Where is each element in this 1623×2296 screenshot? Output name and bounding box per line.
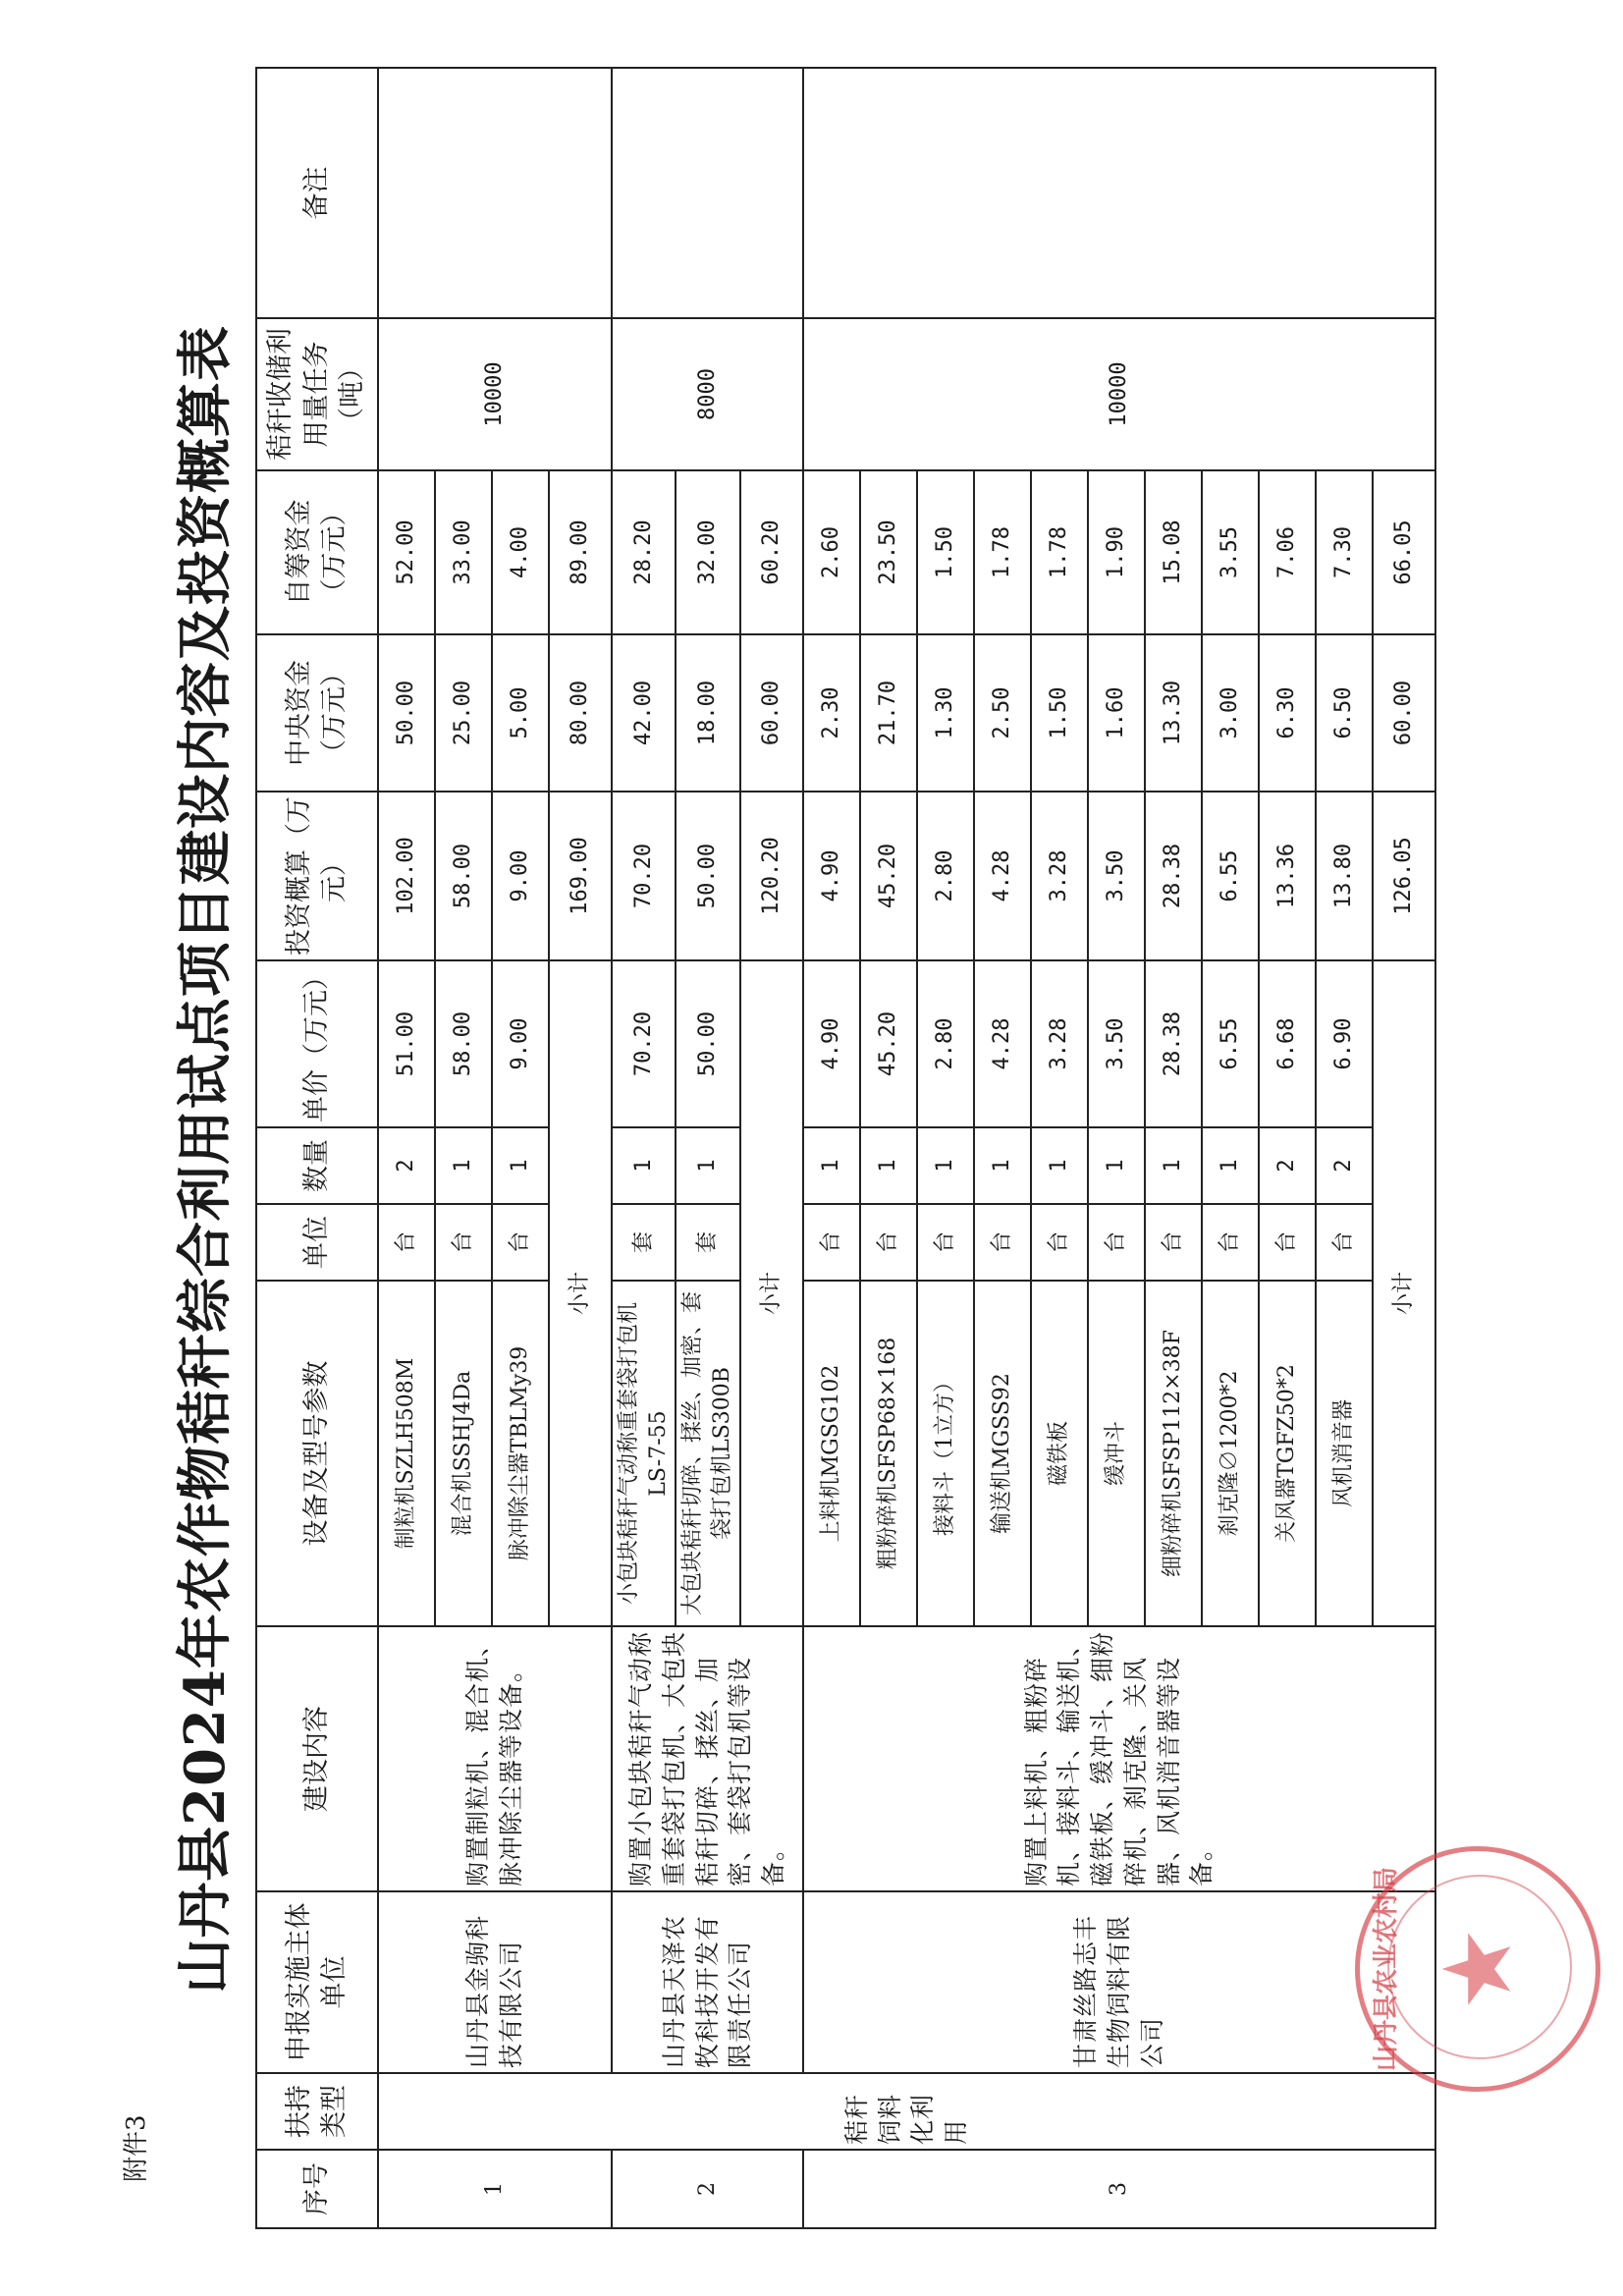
subtotal-label: 小计 xyxy=(1373,960,1435,1626)
cell-price: 6.68 xyxy=(1259,960,1316,1127)
cell-self: 15.08 xyxy=(1145,470,1202,634)
header-task: 秸秆收储利用量任务（吨） xyxy=(256,318,378,470)
cell-price: 2.80 xyxy=(917,960,974,1127)
cell-content: 购置上料机、粗粉碎机、接料斗、输送机、磁铁板、缓冲斗、细粉碎机、刹克隆、关风器、风机消音器等设备。 xyxy=(803,1626,1435,1891)
cell-self: 32.00 xyxy=(676,470,739,634)
cell-price: 4.28 xyxy=(974,960,1031,1127)
cell-self: 2.60 xyxy=(803,470,860,634)
cell-equipment: 缓冲斗 xyxy=(1088,1281,1145,1626)
cell-content: 购置制粒机、混合机、脉冲除尘器等设备。 xyxy=(378,1626,612,1891)
cell-qty: 1 xyxy=(1202,1127,1259,1204)
cell-self: 1.78 xyxy=(1031,470,1088,634)
cell-budget: 70.20 xyxy=(612,792,676,960)
cell-central: 18.00 xyxy=(676,634,739,792)
cell-content: 购置小包块秸秆气动称重套袋打包机、大包块秸秆切碎、揉丝、加密、套袋打包机等设备。 xyxy=(612,1626,803,1891)
cell-unit: 套 xyxy=(676,1204,739,1281)
cell-central: 21.70 xyxy=(860,634,917,792)
cell-central: 3.00 xyxy=(1202,634,1259,792)
cell-unit: 台 xyxy=(974,1204,1031,1281)
cell-unit: 台 xyxy=(435,1204,492,1281)
cell-unit: 台 xyxy=(1145,1204,1202,1281)
investment-table xyxy=(255,67,1436,2229)
cell-qty: 2 xyxy=(1316,1127,1373,1204)
header-unit-name: 申报实施主体单位 xyxy=(256,1891,378,2073)
header-seq: 序号 xyxy=(256,2150,378,2228)
cell-unit: 台 xyxy=(803,1204,860,1281)
header-row xyxy=(256,68,378,2228)
cell-unit: 台 xyxy=(378,1204,435,1281)
cell-seq: 2 xyxy=(612,2150,803,2228)
cell-price: 3.28 xyxy=(1031,960,1088,1127)
header-price: 单价（万元） xyxy=(256,960,378,1127)
cell-equipment: 脉冲除尘器TBLMy39 xyxy=(492,1281,549,1626)
cell-price: 9.00 xyxy=(492,960,549,1127)
cell-qty: 2 xyxy=(1259,1127,1316,1204)
cell-price: 3.50 xyxy=(1088,960,1145,1127)
cell-support-type: 秸秆饲料化利用 xyxy=(378,2073,1435,2150)
cell-central: 50.00 xyxy=(378,634,435,792)
cell-qty: 1 xyxy=(1145,1127,1202,1204)
subtotal-self: 89.00 xyxy=(549,470,612,634)
cell-qty: 1 xyxy=(860,1127,917,1204)
cell-central: 6.30 xyxy=(1259,634,1316,792)
cell-budget: 13.36 xyxy=(1259,792,1316,960)
page-title: 山丹县2024年农作物秸秆综合利用试点项目建设内容及投资概算表 xyxy=(173,325,238,1994)
subtotal-label: 小计 xyxy=(549,960,612,1626)
cell-central: 6.50 xyxy=(1316,634,1373,792)
cell-price: 28.38 xyxy=(1145,960,1202,1127)
subtotal-budget: 120.20 xyxy=(740,792,803,960)
cell-remark xyxy=(803,68,1435,318)
cell-budget: 2.80 xyxy=(917,792,974,960)
cell-central: 1.30 xyxy=(917,634,974,792)
header-budget: 投资概算（万元） xyxy=(256,792,378,960)
subtotal-central: 80.00 xyxy=(549,634,612,792)
cell-equipment: 混合机SSHJ4Da xyxy=(435,1281,492,1626)
cell-budget: 9.00 xyxy=(492,792,549,960)
header-equipment: 设备及型号参数 xyxy=(256,1281,378,1626)
cell-seq: 3 xyxy=(803,2150,1435,2228)
cell-self: 4.00 xyxy=(492,470,549,634)
cell-budget: 13.80 xyxy=(1316,792,1373,960)
cell-task: 10000 xyxy=(803,318,1435,470)
cell-task: 8000 xyxy=(612,318,803,470)
cell-qty: 1 xyxy=(1031,1127,1088,1204)
header-central: 中央资金（万元） xyxy=(256,634,378,792)
cell-equipment: 接料斗（1立方） xyxy=(917,1281,974,1626)
cell-price: 51.00 xyxy=(378,960,435,1127)
official-seal xyxy=(1355,1846,1600,2092)
header-content: 建设内容 xyxy=(256,1626,378,1891)
cell-price: 45.20 xyxy=(860,960,917,1127)
cell-unit: 套 xyxy=(612,1204,676,1281)
cell-self: 7.30 xyxy=(1316,470,1373,634)
cell-self: 28.20 xyxy=(612,470,676,634)
cell-self: 23.50 xyxy=(860,470,917,634)
cell-unit: 台 xyxy=(917,1204,974,1281)
cell-qty: 1 xyxy=(612,1127,676,1204)
cell-self: 52.00 xyxy=(378,470,435,634)
cell-budget: 4.90 xyxy=(803,792,860,960)
cell-budget: 102.00 xyxy=(378,792,435,960)
cell-self: 1.78 xyxy=(974,470,1031,634)
cell-qty: 1 xyxy=(492,1127,549,1204)
subtotal-budget: 126.05 xyxy=(1373,792,1435,960)
cell-budget: 3.28 xyxy=(1031,792,1088,960)
header-support-type: 扶持类型 xyxy=(256,2073,378,2150)
cell-qty: 1 xyxy=(803,1127,860,1204)
cell-qty: 1 xyxy=(1088,1127,1145,1204)
cell-unit-name: 山丹县天泽农牧科技开发有限责任公司 xyxy=(612,1891,803,2073)
cell-budget: 50.00 xyxy=(676,792,739,960)
subtotal-label: 小计 xyxy=(740,960,803,1626)
table-row xyxy=(378,68,435,2228)
cell-central: 1.50 xyxy=(1031,634,1088,792)
seal-star-icon: ★ xyxy=(1423,1926,1533,2012)
cell-budget: 6.55 xyxy=(1202,792,1259,960)
cell-price: 6.55 xyxy=(1202,960,1259,1127)
subtotal-central: 60.00 xyxy=(740,634,803,792)
cell-equipment: 制粒机SZLH508M xyxy=(378,1281,435,1626)
header-self: 自筹资金（万元） xyxy=(256,470,378,634)
cell-self: 33.00 xyxy=(435,470,492,634)
cell-budget: 3.50 xyxy=(1088,792,1145,960)
subtotal-budget: 169.00 xyxy=(549,792,612,960)
cell-unit-name: 甘肃丝路志丰生物饲料有限公司 xyxy=(803,1891,1435,2073)
cell-qty: 2 xyxy=(378,1127,435,1204)
cell-equipment: 刹克隆∅1200*2 xyxy=(1202,1281,1259,1626)
cell-price: 70.20 xyxy=(612,960,676,1127)
cell-unit: 台 xyxy=(1031,1204,1088,1281)
cell-self: 3.55 xyxy=(1202,470,1259,634)
cell-price: 50.00 xyxy=(676,960,739,1127)
cell-budget: 58.00 xyxy=(435,792,492,960)
cell-remark xyxy=(378,68,612,318)
cell-price: 58.00 xyxy=(435,960,492,1127)
seal-text: 山丹县农业农村局 xyxy=(1372,1867,1401,2072)
header-unit: 单位 xyxy=(256,1204,378,1281)
cell-equipment: 细粉碎机SFSP112×38F xyxy=(1145,1281,1202,1626)
cell-unit: 台 xyxy=(1088,1204,1145,1281)
cell-equipment: 输送机MGSS92 xyxy=(974,1281,1031,1626)
cell-self: 1.90 xyxy=(1088,470,1145,634)
cell-qty: 1 xyxy=(435,1127,492,1204)
cell-central: 5.00 xyxy=(492,634,549,792)
cell-central: 1.60 xyxy=(1088,634,1145,792)
cell-central: 25.00 xyxy=(435,634,492,792)
cell-equipment: 上料机MGSG102 xyxy=(803,1281,860,1626)
cell-unit: 台 xyxy=(492,1204,549,1281)
cell-equipment: 关风器TGFZ50*2 xyxy=(1259,1281,1316,1626)
cell-price: 4.90 xyxy=(803,960,860,1127)
rotated-sheet xyxy=(147,69,1533,2229)
cell-unit: 台 xyxy=(1316,1204,1373,1281)
cell-equipment: 大包块秸秆切碎、揉丝、加密、套袋打包机LS300B xyxy=(676,1281,739,1626)
cell-remark xyxy=(612,68,803,318)
cell-unit: 台 xyxy=(860,1204,917,1281)
header-qty: 数量 xyxy=(256,1127,378,1204)
cell-unit: 台 xyxy=(1259,1204,1316,1281)
cell-self: 7.06 xyxy=(1259,470,1316,634)
subtotal-self: 66.05 xyxy=(1373,470,1435,634)
cell-unit-name: 山丹县金驹科技有限公司 xyxy=(378,1891,612,2073)
subtotal-central: 60.00 xyxy=(1373,634,1435,792)
cell-equipment: 磁铁板 xyxy=(1031,1281,1088,1626)
cell-budget: 4.28 xyxy=(974,792,1031,960)
cell-central: 13.30 xyxy=(1145,634,1202,792)
cell-central: 2.50 xyxy=(974,634,1031,792)
cell-qty: 1 xyxy=(917,1127,974,1204)
cell-unit: 台 xyxy=(1202,1204,1259,1281)
cell-equipment: 风机消音器 xyxy=(1316,1281,1373,1626)
cell-seq: 1 xyxy=(378,2150,612,2228)
cell-budget: 45.20 xyxy=(860,792,917,960)
cell-self: 1.50 xyxy=(917,470,974,634)
cell-task: 10000 xyxy=(378,318,612,470)
cell-central: 42.00 xyxy=(612,634,676,792)
cell-central: 2.30 xyxy=(803,634,860,792)
cell-price: 6.90 xyxy=(1316,960,1373,1127)
cell-budget: 28.38 xyxy=(1145,792,1202,960)
cell-qty: 1 xyxy=(974,1127,1031,1204)
table-row xyxy=(803,68,860,2228)
cell-equipment: 小包块秸秆气动称重套袋打包机LS-7-55 xyxy=(612,1281,676,1626)
cell-qty: 1 xyxy=(676,1127,739,1204)
cell-equipment: 粗粉碎机SFSP68×168 xyxy=(860,1281,917,1626)
attachment-label: 附件3 xyxy=(122,2114,151,2182)
table-row xyxy=(612,68,676,2228)
header-remark: 备注 xyxy=(256,68,378,318)
subtotal-self: 60.20 xyxy=(740,470,803,634)
